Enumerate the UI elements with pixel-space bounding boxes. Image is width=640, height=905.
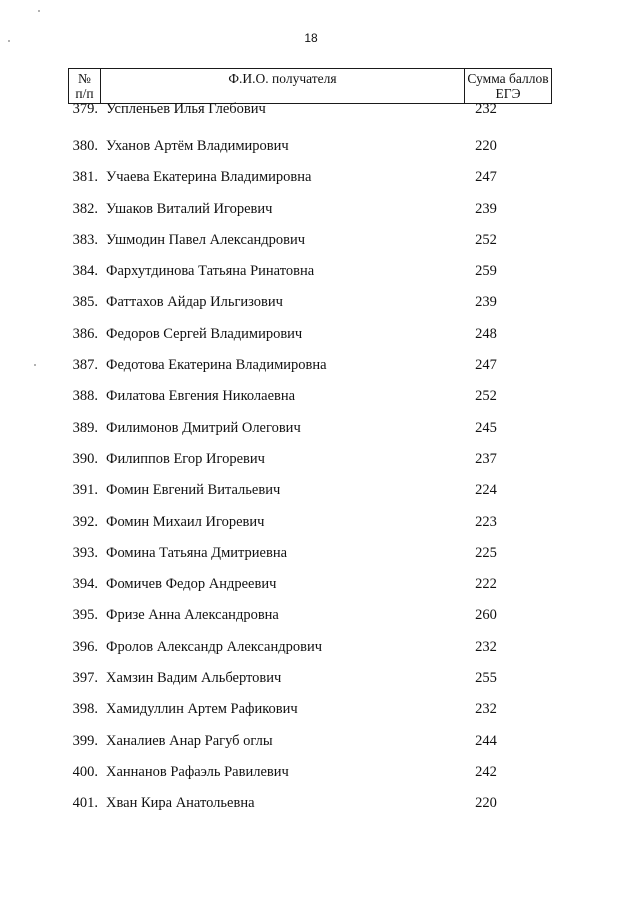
row-name: Учаева Екатерина Владимировна — [106, 169, 312, 186]
row-number: 396. — [72, 638, 98, 655]
row-number: 383. — [72, 231, 98, 248]
table-row — [68, 669, 552, 700]
row-name: Успленьев Илья Глебович — [106, 101, 266, 117]
row-score: 220 — [475, 138, 497, 154]
table-row — [68, 200, 552, 231]
row-number: 394. — [72, 576, 98, 593]
row-score: 247 — [475, 169, 497, 186]
table-row — [68, 638, 552, 669]
recipients-table — [68, 68, 552, 826]
header-number-line1: № — [78, 71, 91, 86]
row-score: 260 — [475, 607, 497, 624]
table-row — [68, 168, 552, 199]
table-row — [68, 544, 552, 575]
row-number: 393. — [72, 544, 98, 561]
table-row — [68, 356, 552, 387]
row-score: 224 — [475, 482, 497, 499]
row-score: 225 — [475, 544, 497, 561]
row-number: 387. — [72, 357, 98, 374]
table-row — [68, 732, 552, 763]
row-score: 239 — [475, 294, 497, 311]
row-score: 242 — [475, 763, 497, 780]
table-row — [68, 231, 552, 262]
table-row — [68, 450, 552, 481]
row-score: 232 — [475, 101, 497, 117]
row-score: 252 — [475, 231, 497, 248]
table-row — [68, 137, 552, 168]
row-name: Филиппов Егор Игоревич — [106, 450, 265, 467]
row-number: 381. — [72, 169, 98, 186]
header-number-line2: п/п — [75, 86, 94, 101]
row-number: 400. — [72, 763, 98, 780]
row-number: 388. — [72, 388, 98, 405]
table-row — [68, 481, 552, 512]
row-number: 399. — [72, 732, 98, 749]
row-name: Фролов Александр Александрович — [106, 638, 323, 655]
row-number: 390. — [72, 450, 98, 467]
header-number — [69, 69, 101, 103]
row-number: 395. — [72, 607, 98, 624]
row-name: Ушмодин Павел Александрович — [106, 231, 306, 248]
row-name: Фризе Анна Александровна — [106, 607, 279, 624]
row-score: 222 — [475, 576, 497, 593]
row-name: Хамзин Вадим Альбертович — [106, 670, 282, 687]
row-number: 398. — [72, 701, 98, 718]
row-number: 379. — [72, 101, 98, 117]
row-score: 252 — [475, 388, 497, 405]
row-number: 397. — [72, 670, 98, 687]
row-number: 389. — [72, 419, 98, 436]
table-row — [68, 513, 552, 544]
row-name: Ханалиев Анар Рагуб оглы — [106, 732, 273, 749]
header-score — [465, 69, 551, 103]
row-number: 391. — [72, 482, 98, 499]
row-name: Филатова Евгения Николаевна — [106, 388, 296, 405]
row-number: 380. — [72, 138, 98, 154]
table-row — [68, 419, 552, 450]
row-number: 385. — [72, 294, 98, 311]
table-body — [68, 101, 552, 826]
table-row — [68, 575, 552, 606]
scan-speck — [38, 10, 40, 12]
row-score: 255 — [475, 670, 497, 687]
table-row — [68, 606, 552, 637]
row-name: Фомин Евгений Витальевич — [106, 482, 281, 499]
header-name: Ф.И.О. получателя — [101, 69, 465, 103]
row-number: 392. — [72, 513, 98, 530]
header-score-line1: Сумма баллов — [467, 71, 549, 86]
row-score: 223 — [475, 513, 497, 530]
row-number: 401. — [72, 795, 98, 812]
scan-speck — [34, 364, 36, 366]
header-score-line2: ЕГЭ — [495, 86, 521, 101]
row-name: Фаттахов Айдар Ильгизович — [106, 294, 283, 311]
table-row — [68, 293, 552, 324]
row-number: 382. — [72, 200, 98, 217]
row-name: Фомичев Федор Андреевич — [106, 576, 277, 593]
table-row — [68, 325, 552, 356]
row-name: Фомин Михаил Игоревич — [106, 513, 265, 530]
row-score: 247 — [475, 357, 497, 374]
table-row — [68, 262, 552, 293]
table-row — [68, 700, 552, 731]
row-score: 239 — [475, 200, 497, 217]
row-name: Фомина Татьяна Дмитриевна — [106, 544, 288, 561]
table-row — [68, 387, 552, 418]
row-score: 232 — [475, 638, 497, 655]
row-score: 220 — [475, 795, 497, 812]
row-name: Хамидуллин Артем Рафикович — [106, 701, 298, 718]
row-name: Филимонов Дмитрий Олегович — [106, 419, 301, 436]
row-score: 232 — [475, 701, 497, 718]
row-name: Федотова Екатерина Владимировна — [106, 357, 327, 374]
row-score: 245 — [475, 419, 497, 436]
page-number: 18 — [304, 31, 318, 45]
row-name: Федоров Сергей Владимирович — [106, 325, 303, 342]
row-name: Уханов Артём Владимирович — [106, 138, 289, 154]
row-name: Фархутдинова Татьяна Ринатовна — [106, 263, 315, 280]
row-number: 384. — [72, 263, 98, 280]
row-score: 244 — [475, 732, 497, 749]
row-name: Ушаков Виталий Игоревич — [106, 200, 273, 217]
row-score: 248 — [475, 325, 497, 342]
table-row — [68, 101, 552, 137]
row-name: Хван Кира Анатольевна — [106, 795, 255, 812]
row-name: Ханнанов Рафаэль Равилевич — [106, 763, 289, 780]
table-row — [68, 763, 552, 794]
row-number: 386. — [72, 325, 98, 342]
row-score: 259 — [475, 263, 497, 280]
table-header — [68, 68, 552, 104]
table-row — [68, 794, 552, 825]
row-score: 237 — [475, 450, 497, 467]
